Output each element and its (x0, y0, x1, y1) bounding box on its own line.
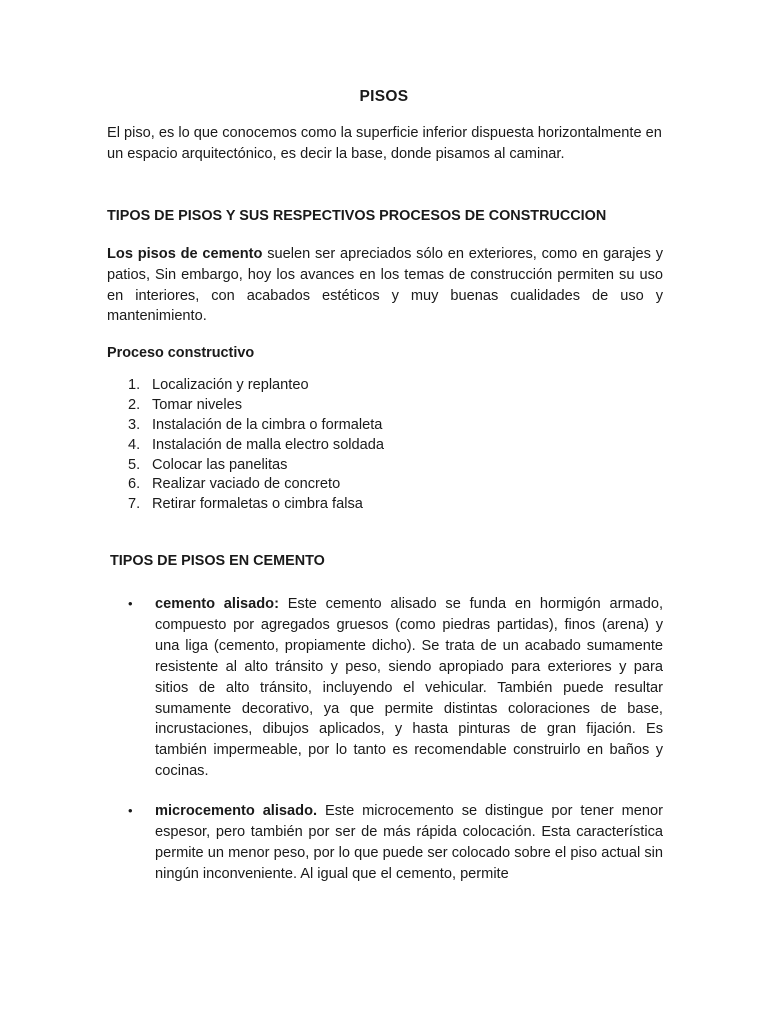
step-number: 4. (128, 436, 141, 453)
list-item-body: Este microcemento se distingue por tener menor espesor, pero también por ser de más rápida colocación. Esta característica permite un menor peso, por lo que puede ser colocado sobre el piso actual sin ningún inconveniente. Al igual que el cemento, permite (155, 803, 663, 882)
cement-floors-paragraph (107, 244, 663, 327)
step-number: 2. (128, 396, 141, 413)
section-heading-floor-types: TIPOS DE PISOS Y SUS RESPECTIVOS PROCESOS DE CONSTRUCCION (107, 208, 607, 224)
step-text: Colocar las panelitas (152, 456, 288, 473)
step-text: Tomar niveles (152, 396, 243, 413)
list-item (128, 801, 663, 885)
step-text: Realizar vaciado de concreto (152, 476, 341, 493)
process-step (128, 376, 384, 396)
list-item-text (155, 594, 663, 782)
process-heading: Proceso constructivo (107, 345, 255, 361)
step-text: Retirar formaletas o cimbra falsa (152, 496, 363, 513)
cement-types-list (128, 594, 663, 904)
step-text: Localización y replanteo (152, 377, 309, 393)
page-title: PISOS (359, 88, 409, 105)
process-steps-list (128, 376, 384, 515)
cement-floors-lead: Los pisos de cemento (107, 246, 263, 262)
step-number: 6. (128, 476, 141, 493)
step-number: 3. (128, 416, 141, 433)
list-item-lead: microcemento alisado. (155, 803, 318, 820)
cement-floors-body: suelen ser apreciados sólo en exteriores, como en garajes y patios, Sin embargo, hoy los avances en los temas de construcción permiten su uso en interiores, con acabados estéticos y muy buenas cualidades de uso y mantenimiento. (107, 246, 663, 325)
list-item-text (155, 801, 663, 885)
section-heading-cement-types: TIPOS DE PISOS EN CEMENTO (110, 553, 325, 569)
intro-paragraph: El piso, es lo que conocemos como la superficie inferior dispuesta horizontalmente en un espacio arquitectónico, es decir la base, donde pisamos al caminar. (107, 125, 662, 162)
process-step (128, 436, 384, 456)
process-step (128, 416, 384, 436)
step-text: Instalación de malla electro soldada (152, 436, 385, 453)
step-number: 1. (128, 377, 141, 393)
list-item-lead: cemento alisado: (155, 596, 279, 612)
process-step (128, 396, 384, 416)
list-item (128, 594, 663, 782)
step-number: 7. (128, 496, 141, 513)
step-number: 5. (128, 456, 141, 473)
step-text: Instalación de la cimbra o formaleta (152, 416, 383, 433)
list-item-body: Este cemento alisado se funda en hormigón armado, compuesto por agregados gruesos (como piedras partidas), finos (arena) y una liga (cemento, propiamente dicho). Se trata de un acabado sumamente resistente al alto tránsito y peso, siendo apropiado para exteriores y para sitios de alto tránsito, incluyendo el vehicular. También puede resultar sumamente decorativo, ya que permite distintas coloraciones de base, incrustaciones, dibujos aplicados, y hasta pinturas de gran fijación. Es también impermeable, por lo tanto es recomendable construirlo en baños y cocinas. (155, 596, 664, 780)
process-step (128, 456, 384, 476)
bullet-icon: • (128, 596, 133, 611)
process-step (128, 475, 384, 495)
process-step (128, 495, 384, 515)
bullet-icon: • (128, 803, 133, 819)
